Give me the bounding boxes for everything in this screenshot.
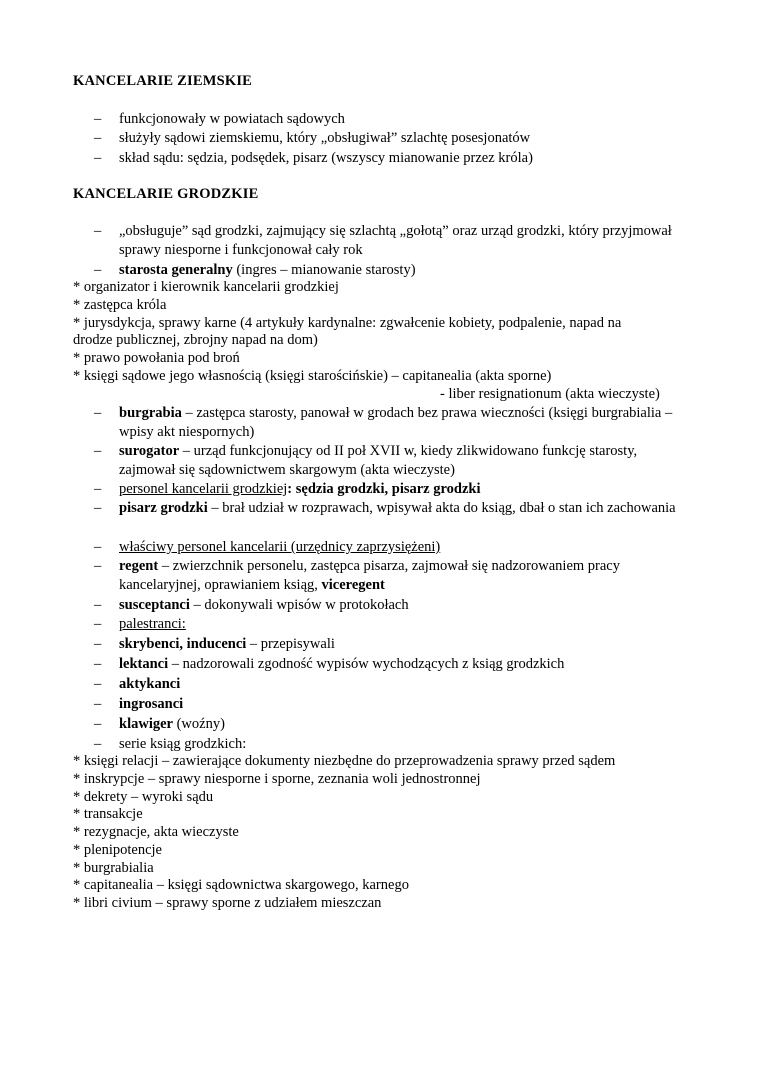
term-bold: klawiger <box>119 716 173 732</box>
note-line: * transakcje <box>73 806 143 822</box>
note-line: * organizator i kierownik kancelarii grodzkiej <box>73 279 339 295</box>
note-line: * burgrabialia <box>73 860 154 876</box>
note-line: * rezygnacje, akta wieczyste <box>73 824 239 840</box>
list-item-text: funkcjonowały w powiatach sądowych <box>119 111 345 127</box>
note-line: drodze publicznej, zbrojny napad na dom) <box>73 332 318 348</box>
list-item-palestranci <box>94 615 694 634</box>
note-line: * jurysdykcja, sprawy karne (4 artykuły kardynalne: zgwałcenie kobiety, podpalenie, napad na <box>73 315 622 331</box>
term-bold: skrybenci, inducenci <box>119 636 247 652</box>
note-line: * capitanealia – księgi sądownictwa skargowego, karnego <box>73 877 409 893</box>
term-bold-viceregent: viceregent <box>321 577 385 593</box>
list-item <box>94 149 694 168</box>
heading-kancelarie-grodzkie: KANCELARIE GRODZKIE <box>73 186 259 202</box>
dash-bullet: – <box>94 405 102 421</box>
term-description: – nadzorowali zgodność wypisów wychodzących z ksiąg grodzkich <box>168 656 565 672</box>
list-item-personel <box>94 480 694 499</box>
term-description: – dokonywali wpisów w protokołach <box>189 597 409 613</box>
dash-bullet: – <box>94 716 102 732</box>
term-bold: pisarz grodzki <box>119 500 208 516</box>
note-line: * dekrety – wyroki sądu <box>73 789 214 805</box>
underlined-term: palestranci: <box>119 616 186 632</box>
list-item-text: „obsługuje” sąd grodzki, zajmujący się szlachtą „gołotą” oraz urząd grodzki, który przyjmował sprawy niesporne i funkcjonował cały rok <box>119 223 672 258</box>
term-description: – brał udział w rozprawach, wpisywał akta do ksiąg, dbał o stan ich zachowania <box>207 500 676 516</box>
list-item-text: służyły sądowi ziemskiemu, który „obsługiwał” szlachtę posesjonatów <box>119 130 531 146</box>
list-item-klawiger <box>94 715 694 734</box>
dash-bullet: – <box>94 130 102 146</box>
note-line: * libri civium – sprawy sporne z udziałem mieszczan <box>73 895 382 911</box>
note-line: * plenipotencje <box>73 842 162 858</box>
list-item-ingrosanci <box>94 695 694 714</box>
note-line: * zastępca króla <box>73 297 167 313</box>
dash-bullet: – <box>94 443 102 459</box>
term-bold: : sędzia grodzki, pisarz grodzki <box>287 481 481 497</box>
term-description: (ingres – mianowanie starosty) <box>232 262 416 278</box>
note-line: * księgi relacji – zawierające dokumenty niezbędne do przeprowadzenia sprawy przed sądem <box>73 753 616 769</box>
dash-bullet: – <box>94 736 102 752</box>
dash-bullet: – <box>94 111 102 127</box>
term-bold: ingrosanci <box>119 696 184 712</box>
term-bold: surogator <box>119 443 180 459</box>
note-line-indented: - liber resignationum (akta wieczyste) <box>440 386 660 402</box>
term-bold: susceptanci <box>119 597 190 613</box>
list-item-serie <box>94 735 694 754</box>
list-item <box>94 222 694 260</box>
dash-bullet: – <box>94 223 102 239</box>
heading-kancelarie-ziemskie: KANCELARIE ZIEMSKIE <box>73 73 253 89</box>
dash-bullet: – <box>94 636 102 652</box>
dash-bullet: – <box>94 656 102 672</box>
dash-bullet: – <box>94 500 102 516</box>
dash-bullet: – <box>94 676 102 692</box>
note-line: * prawo powołania pod broń <box>73 350 240 366</box>
list-item-susceptanci <box>94 596 694 615</box>
term-bold: burgrabia <box>119 405 182 421</box>
list-item-surogator <box>94 442 694 480</box>
list-item-lektanci <box>94 655 694 674</box>
underlined-term: właściwy personel kancelarii (urzędnicy zaprzysiężeni) <box>119 539 441 555</box>
list-item-text: skład sądu: sędzia, podsędek, pisarz (wszyscy mianowanie przez króla) <box>119 150 533 166</box>
list-item-text: serie ksiąg grodzkich: <box>119 736 247 752</box>
term-description: – zwierzchnik personelu, zastępca pisarza, zajmował się nadzorowaniem pracy kancelaryjnej, oprawianiem ksiąg, <box>119 558 620 593</box>
list-item-pisarz <box>94 499 694 518</box>
dash-bullet: – <box>94 150 102 166</box>
note-line: * inskrypcje – sprawy niesporne i sporne, zeznania woli jednostronnej <box>73 771 481 787</box>
list-item-regent <box>94 557 694 595</box>
list-item <box>94 110 694 129</box>
list-item-aktykanci <box>94 675 694 694</box>
term-description: (woźny) <box>172 716 225 732</box>
term-bold: starosta generalny <box>119 262 233 278</box>
dash-bullet: – <box>94 539 102 555</box>
list-item-starosta <box>94 261 694 280</box>
list-item-burgrabia <box>94 404 694 442</box>
list-item-wlasciwy <box>94 538 694 557</box>
term-description: – przepisywali <box>246 636 335 652</box>
dash-bullet: – <box>94 262 102 278</box>
term-bold: aktykanci <box>119 676 181 692</box>
term-description: – urząd funkcjonujący od II poł XVII w, kiedy zlikwidowano funkcję starosty, zajmował się sądownictwem skargowym (akta wieczyste) <box>119 443 638 478</box>
dash-bullet: – <box>94 597 102 613</box>
dash-bullet: – <box>94 481 102 497</box>
dash-bullet: – <box>94 558 102 574</box>
term-bold: regent <box>119 558 159 574</box>
underlined-term: personel kancelarii grodzkiej <box>119 481 288 497</box>
note-line: * księgi sądowe jego własnością (księgi starościńskie) – capitanealia (akta sporne) <box>73 368 552 384</box>
dash-bullet: – <box>94 696 102 712</box>
dash-bullet: – <box>94 616 102 632</box>
term-bold: lektanci <box>119 656 169 672</box>
term-description: – zastępca starosty, panował w grodach bez prawa wieczności (księgi burgrabialia – wpisy akt niespornych) <box>119 405 673 440</box>
list-item <box>94 129 694 148</box>
list-item-skrybenci <box>94 635 694 654</box>
